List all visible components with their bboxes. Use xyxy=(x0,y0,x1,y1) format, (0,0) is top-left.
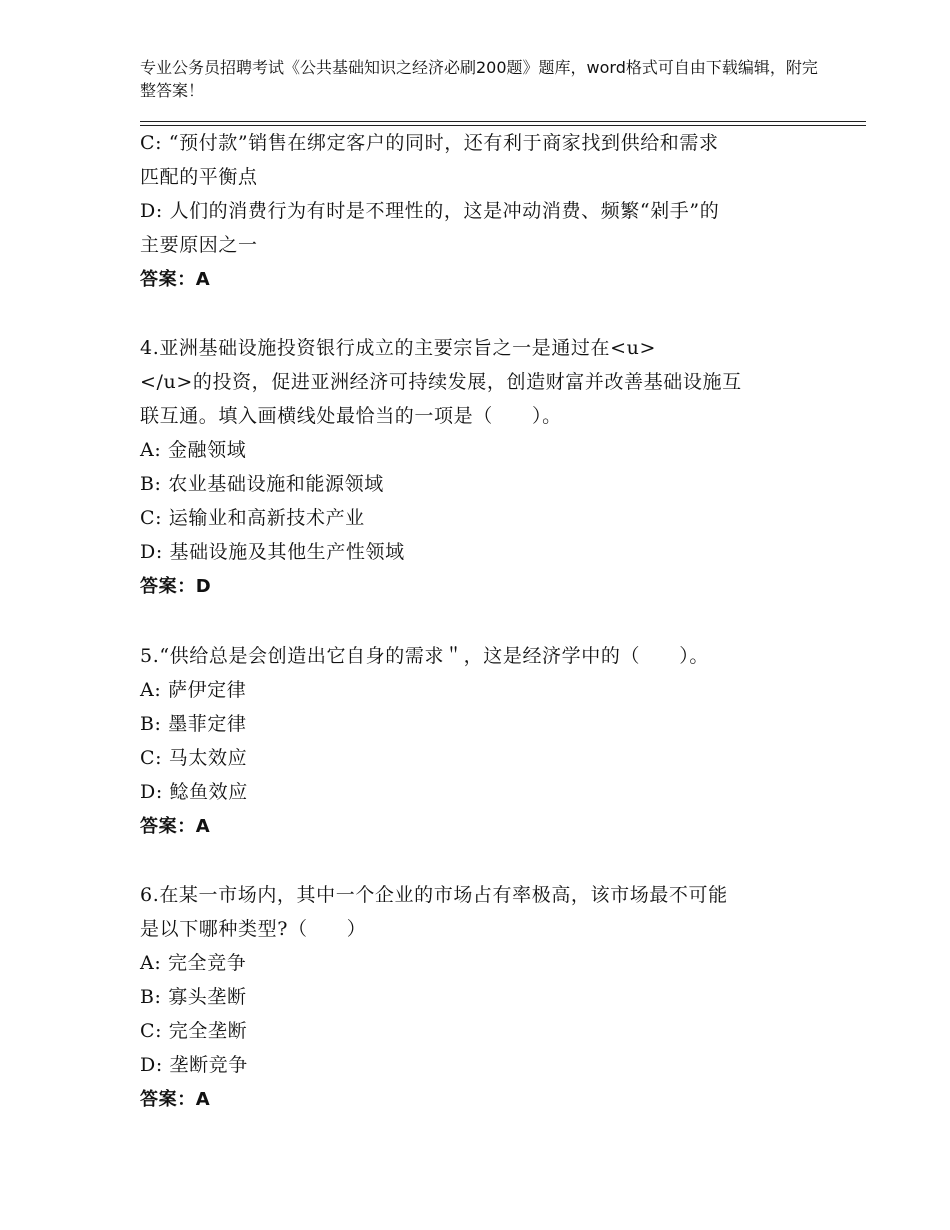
q6-option-a: A: 完全竞争 xyxy=(140,952,247,974)
q5-option-a: A: 萨伊定律 xyxy=(140,679,247,701)
q3-option-d-line1: D: 人们的消费行为有时是不理性的，这是冲动消费、频繁“剁手”的 xyxy=(140,200,720,222)
q6-answer: 答案：A xyxy=(140,1089,211,1110)
q4-answer: 答案：D xyxy=(140,576,212,597)
q6-option-d: D: 垄断竞争 xyxy=(140,1054,248,1076)
q5-option-b: B: 墨菲定律 xyxy=(140,713,247,735)
q4-option-d: D: 基础设施及其他生产性领域 xyxy=(140,541,405,563)
page-header: 专业公务员招聘考试《公共基础知识之经济必刷200题》题库，word格式可自由下载编辑，附完整答案！ xyxy=(140,58,818,100)
q3-answer: 答案：A xyxy=(140,269,211,290)
q4-option-a: A: 金融领域 xyxy=(140,439,247,461)
q3-option-c-line1: C: “预付款”销售在绑定客户的同时，还有利于商家找到供给和需求 xyxy=(140,132,719,154)
q4-stem-line1: 4.亚洲基础设施投资银行成立的主要宗旨之一是通过在<u> xyxy=(140,337,657,359)
q5-option-c: C: 马太效应 xyxy=(140,747,248,769)
q4-stem-line3: 联互通。填入画横线处最恰当的一项是（ ）。 xyxy=(140,405,562,427)
q5-stem: 5.“供给总是会创造出它自身的需求＂，这是经济学中的（ ）。 xyxy=(140,645,709,667)
q4-stem-line2: </u>的投资，促进亚洲经济可持续发展，创造财富并改善基础设施互 xyxy=(140,371,742,393)
q6-option-b: B: 寡头垄断 xyxy=(140,986,247,1008)
q4-option-b: B: 农业基础设施和能源领域 xyxy=(140,473,384,495)
q4-option-c: C: 运输业和高新技术产业 xyxy=(140,507,365,529)
q5-option-d: D: 鲶鱼效应 xyxy=(140,781,248,803)
q3-option-d-line2: 主要原因之一 xyxy=(140,234,258,256)
header-rule-top xyxy=(140,121,866,122)
q5-answer: 答案：A xyxy=(140,816,211,837)
q6-stem-line1: 6.在某一市场内，其中一个企业的市场占有率极高，该市场最不可能 xyxy=(140,884,728,906)
q6-stem-line2: 是以下哪种类型?（ ） xyxy=(140,918,367,940)
q6-option-c: C: 完全垄断 xyxy=(140,1020,248,1042)
header-rule-bottom xyxy=(140,125,866,126)
q3-option-c-line2: 匹配的平衡点 xyxy=(140,166,258,188)
